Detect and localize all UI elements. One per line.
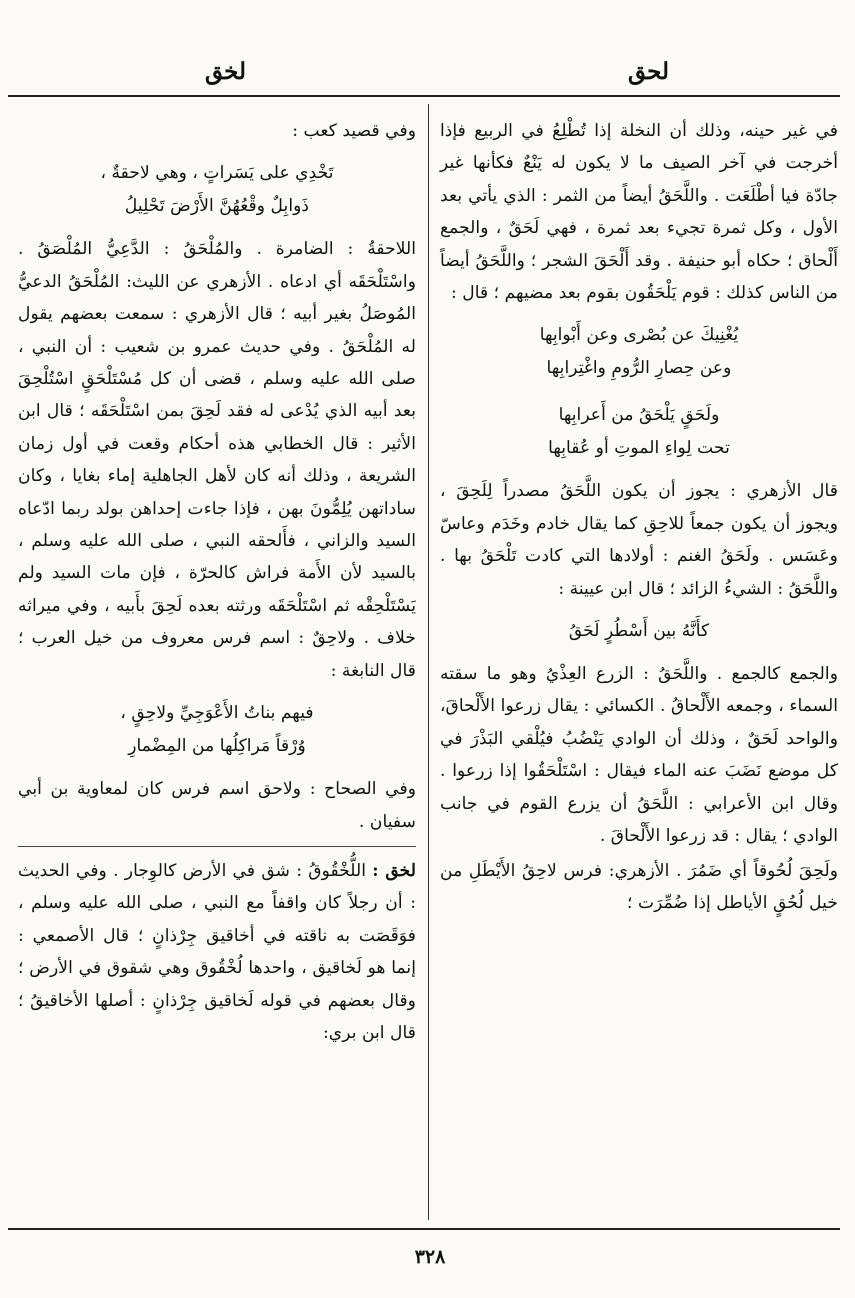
- entry-body: اللُّخْقُوقُ : شق في الأرض كالوِجار . وفي الحديث : أن رجلاً كان واقفاً مع النبي ، صلى الله عليه وسلم ، فوَقَصَت به ناقته في أخاقيق جِرْذانٍ ؛ قال الأصمعي : إنما هو لَخاقيق ، واحدها لُخْقُوق وهي شقوق في الأرض ؛ وقال بعضهم في قوله لَخاقيق جِرْذانٍ : أصلها الأخاقيقُ ؛ قال ابن بري:: [18, 860, 416, 1043]
- right-head-word: لحق: [628, 58, 670, 85]
- right-paragraph-2: قال الأزهري : يجوز أن يكون اللَّحَقُ مصدراً لِلَحِقَ ، ويجوز أن يكون جمعاً للاحِقِ كما يقال خادم وخَدَم وعاسّ وعَسَس . ولَحَقُ الغنم : أولادها التي كادت تَلْحَقُ بها . واللَّحَقُ : الشيءُ الزائد ؛ قال ابن عيينة :: [440, 481, 838, 599]
- verse-line: وُرْقاً مَراكِلُها من المِضْمارِ: [128, 736, 306, 757]
- verse-line: يُغْنِيكَ عن بُصْرى وعن أَبْوابِها: [539, 325, 739, 346]
- top-rule: [8, 95, 840, 97]
- left-paragraph-4: [18, 855, 416, 1049]
- entry-separator: [18, 846, 416, 847]
- left-paragraph-2: اللاحقةُ : الضامرة . والمُلْحَقُ : الدَّعِيُّ المُلْصَقُ . واسْتَلْحَقَه أي ادعاه . الأزهري عن الليث: المُلْحَقُ الدعيُّ المُوصَلُ بغير أبيه ؛ قال الأزهري : سمعت بعضهم يقول له المُلْحَقُ . وفي حديث عمرو بن شعيب : أن النبي ، صلى الله عليه وسلم ، قضى أن كل مُسْتَلْحَقٍ اسْتُلْحِقَ بعد أبيه الذي يُدْعى له فقد لَحِقَ بمن اسْتَلْحَقَه ؛ قال ابن الأثير : قال الخطابي هذه أحكام وقعت في أول زمان الشريعة ، وذلك أنه كان لأهل الجاهلية إماء بغايا ، وكان ساداتهن يُلِمُّونَ بهن ، فإذا جاءت إحداهن بولد ربما ادّعاه السيد والزاني ، فأَلحقه النبي ، صلى الله عليه وسلم ، بالسيد لأن الأَمة فراش كالحرّة ، فإن مات السيد ولم يَسْتَلْحِقْه ثم اسْتَلْحَقَه ورثته بعده لَحِقَ بأَبيه ، وفي ميراثه خلاف . ولاحِقٌ : اسم فرس معروف من خيل العرب ؛ قال النابغة :: [18, 239, 416, 681]
- right-verse-2: [440, 615, 838, 648]
- left-head-word: لخق: [205, 58, 247, 85]
- page-number: ٣٢٨: [414, 1246, 446, 1268]
- verse-line: كأَنَّهُ بين أَسْطُرٍ لَحَقُ: [568, 621, 710, 642]
- left-paragraph-1: وفي قصيد كعب :: [292, 121, 416, 141]
- verse-line: ذَوابِلٌ وقْعُهُنَّ الأَرْضَ تَحْلِيلُ: [124, 196, 310, 217]
- verse-line: فيهم بناتُ الأَعْوَجِيِّ ولاحِقٍ ،: [120, 703, 314, 724]
- verse-line: وعن حِصارِ الرُّومِ واغْتِرابِها: [546, 358, 732, 379]
- right-paragraph-1: في غير حينه، وذلك أن النخلة إذا تُطْلِعُ في الربيع فإذا أخرجت في آخر الصيف ما لا يكون له يَنْعٌ فكأنها غير جادّة فيا أطْلَعَت . واللَّحَقُ أيضاً من الثمر : الذي يأتي بعد الأول ، وكل ثمرة تجيء بعد ثمرة ، فهي لَحَقٌ ، والجمع أَلْحاق ؛ حكاه أبو حنيفة . وقد أَلْحَقَ الشجر ؛ واللَّحَقُ أيضاً من الناس كذلك : قوم يَلْحَقُون بقوم بعد مضيهم ؛ قال :: [440, 121, 838, 304]
- bottom-rule: [8, 1228, 840, 1230]
- verse-line: تَخْدِي على يَسَراتٍ ، وهي لاحقةٌ ،: [100, 163, 334, 184]
- right-paragraph-3: والجمع كالجمع . واللَّحَقُ : الزرع العِذْيُ وهو ما سقته السماء ، وجمعه الأَلْحاقُ . الكسائي : يقال زرعوا الأَلْحاقَ، والواحد لَحَقٌ ، وذلك أن الوادي يَنْضُبُ فيُلْقي البَذْرَ في كل موضع نَضَبَ عنه الماء فيقال : اسْتَلْحَقُوا إذا زرعوا . وقال ابن الأعرابي : اللَّحَقُ أن يزرع القوم في جانب الوادي ؛ يقال : قد زرعوا الأَلْحاقَ .: [440, 664, 838, 847]
- left-paragraph-3: وفي الصحاح : ولاحق اسم فرس كان لمعاوية بن أبي سفيان .: [18, 779, 416, 832]
- right-verse-1: [440, 319, 838, 465]
- entry-lead: لخق :: [372, 860, 417, 881]
- left-column: [18, 115, 416, 1051]
- verse-line: تحت لِواءِ الموتِ أو عُقابِها: [548, 438, 730, 459]
- verse-line: ولَحَقٍ يَلْحَقُ من أَعرابِها: [558, 405, 720, 426]
- left-verse-1: [18, 157, 416, 223]
- right-paragraph-4: ولَحِقَ لُحُوقاً أي ضَمُرَ . الأزهري: فرس لاحِقُ الأَيْطَلِ من خيل لُحُقٍ الأياطل إذا ضُمِّرَت ؛: [440, 860, 838, 913]
- left-verse-2: [18, 697, 416, 763]
- right-column: [440, 115, 838, 921]
- column-divider: [428, 104, 429, 1220]
